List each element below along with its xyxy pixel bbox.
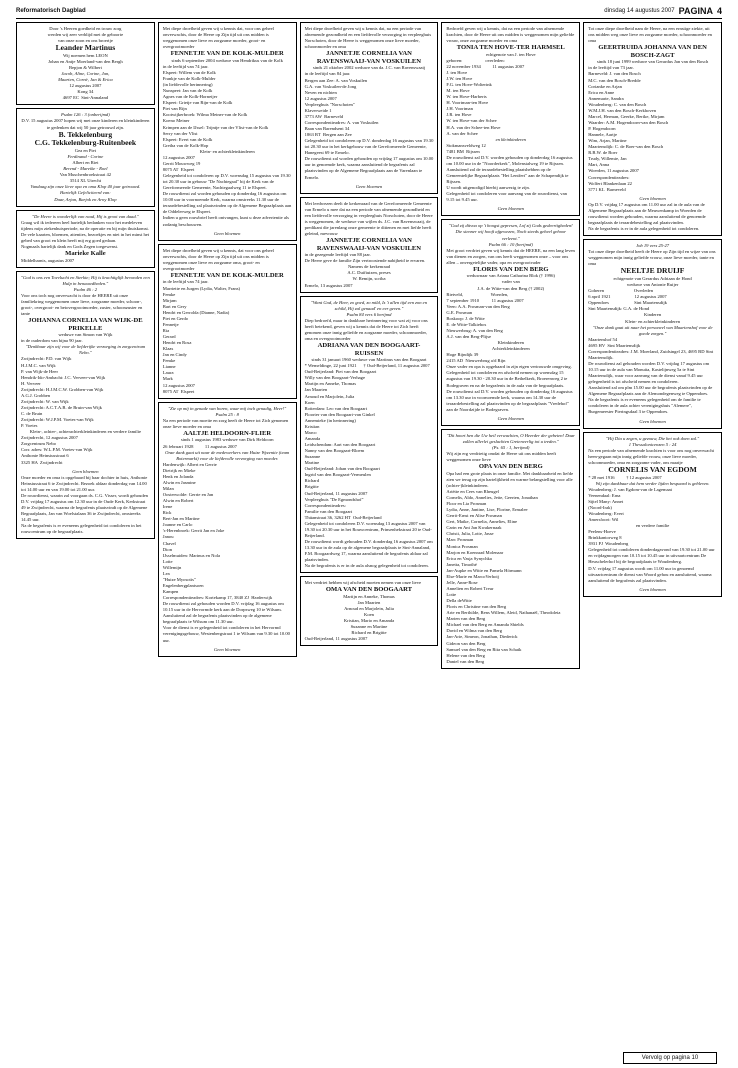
notice-text: Na de begrafenis is er in de aula gelegenheid tot condoleren. xyxy=(588,226,700,232)
notice-text: Gelegenheid tot condoleren op D.V. donderdag 16 augustus van 19.30 tot 20.30 uur in het kerkgebouw van de Gereformeerde Gemeente, Hanegeest 69 te Ermelo. xyxy=(304,138,435,156)
notice-text: Psalm 84 vers 6 berijmd xyxy=(346,311,392,317)
notice-column xyxy=(16,22,155,1062)
death-notice xyxy=(300,576,439,646)
notice-name: C.G. Tekkelenburg-Ruitenbeek xyxy=(34,138,137,148)
notice-name: Leander Martinus xyxy=(55,43,116,53)
notice-text: Gelegenheid tot condoleren op D.V. woensdag 15 augustus van 19.30 tot 20.30 uur in gebouw "De Nachtegaal" bij de Kerk van de Gereformeerde Gemeente, Nachtegaalweg 11 te Elspeet. xyxy=(162,173,292,191)
notice-text: Geen bloemen xyxy=(72,468,99,474)
notice-text: in de leeftijd van 74 jaar. xyxy=(162,63,209,69)
notice-text: Gelegenheid tot condoleren D.V. woensdag 13 augustus 2007 van 19.30 tot 20.30 uur in het Rouwcentrum, Prinsenhekstraat 20 te Oud-Beijerland. xyxy=(304,520,432,538)
notice-text: Psalm 25 : 8 xyxy=(215,411,239,417)
notice-text: M. ten Hove W. ten Hove-Harberts xyxy=(446,88,487,100)
notice-text: Stokmansveldweg 12 7481 BM Rijssen xyxy=(446,142,486,154)
notice-name: JOHANNA CORNELIA VAN WIJK-DE PRIKELLE xyxy=(28,317,145,332)
notice-text: Wij zijn dankbaar dat hem verder lijden bespaard is gebleven. xyxy=(595,480,710,486)
notice-text: 's-Herenbroek: Gerrit Jan en Joke Janou Chavel Dion xyxy=(162,528,225,552)
notice-text: Maarten, Cornè, Jan & Erica xyxy=(58,77,113,83)
notice-text: Hartelijk Gefeliciteerd van: xyxy=(59,190,111,196)
notice-text: Zwijndrecht: P.D. van Wijk H.J.M.C. van Wijk P. van Wijk-de Heer xyxy=(21,356,72,374)
notice-text: Ferdinand - Corine xyxy=(67,154,104,160)
notice-text: Klein- en achterkleinkinderen xyxy=(199,148,255,154)
notice-text: Correspondentieadres: J.M. Moerland, Zuidsingel 23, 4695 BD Sint Maartensdijk. xyxy=(588,348,715,360)
notice-text: "God zij ditvoa op 't hoogst gepresen, Lof zij Gods gedeertigheden! Die sienner wij hooft afgewezen, Noch steeds geheel gehoor verleent." xyxy=(448,223,574,241)
notice-name: JANNETJE CORNELIA VAN RAVENSWAAIJ-VAN VOSKUILEN xyxy=(316,50,422,65)
notice-text: Martijn en Anneke, Thomas Jan Maarten Arnoud en Marjolein, Julia Koen xyxy=(343,593,395,618)
notice-text: "Want God, de Heer, zo goed, zo mild, Is 't allen tijd een zon en schild, Hij zal genaad' en eer geven." xyxy=(310,299,429,311)
notice-text: Bedroefd geven wij u kennis, dat na een periode van afnemende krachten, door de Heere uit ons midden is weggenomen mijn geliefde vrouw, onze zorgzame moeder en oma xyxy=(446,26,576,44)
notice-text: Nunspeet: Jan van de Kolk Agnes van de Kolk-Horneijer xyxy=(162,88,218,100)
notice-text: Bart en Gery Hendri en Gerrolda (Dianne, Nadia) Piet en Gerdo Fennetje Ria xyxy=(162,303,230,333)
notice-text: Kootwijkerbroek: Wilma Meiner-van de Kolk Koeno Meiner xyxy=(162,112,248,124)
date-text: dinsdag 14 augustus 2007 xyxy=(604,8,675,14)
notice-text: Kong 34 xyxy=(77,89,94,95)
notice-text: Jacob, Aline, Corine, Jan, xyxy=(61,71,110,77)
notice-name: Marieke Kalle xyxy=(65,249,106,257)
notice-text: Oud-Beijerland: Piet van den Boogaart Willy van den Boogaart-Verhage Martijn en Anneke, Thomas Jan Maarten Arnoud en Marjolein, Julia Koen xyxy=(304,369,377,405)
notice-text: H.A. van der Schee-ten Hove A. van der Schee xyxy=(446,124,501,136)
notice-text: Geen bloemen xyxy=(213,646,241,652)
notice-text: Tot onze diepe droefheid heeft de Heere op Zijn tijd en wijze van ons weggenomen mijn innig geliefde vrouw, onze lieve moeder, tante en oma xyxy=(588,249,717,267)
notice-name: ADRIANA VAN DEN BOOGAART-RUISSEN xyxy=(317,342,421,357)
notice-text: Geen bloemen xyxy=(497,206,524,212)
notice-text: "Dit hoort hen die Uw heil verwachten, O Heerder der gebeten! Daar zullen allerlei geslachten Gretenverlig tot u treden." xyxy=(446,432,577,444)
notice-text: Woudenberg: C. van den Bosch W.M.J.H. van den Bosch-Kerkhoven Marcel, Herman, Geerke, Berike, Mirjam xyxy=(588,101,665,119)
notice-text: Jan en Cindy Femke Lianne xyxy=(162,352,187,370)
notice-text: sinds 31 januari 1960 weduwe van Martinus van den Boogaart xyxy=(311,357,427,363)
notice-text: Correspondentieadres: A. van Voskuilen Baan van Barendsent 34 1863 BT Bergen aan Zee xyxy=(304,119,379,138)
notice-text: Indien u geen rouwbrief heeft ontvangen, kunt u deze advertentie als zodanig beschouwen. xyxy=(162,215,291,227)
paper-name: Reformatorisch Dagblad xyxy=(16,8,86,14)
notice-text: weduwe van Simon van Wijk xyxy=(58,332,113,338)
notice-text: Zwijndrecht: H.J.M.C.W. Grobben-van Wijk A.G.J. Grobben xyxy=(21,386,104,398)
notice-text: D.V. vrijdag 17 augustus wordt om 11.00 uur in genoemd uitvaartcentrum de dienst van Woord gehou en aansluitend, waarna aansluitend de begrafenis zal plaatsvinden. xyxy=(588,565,713,583)
notice-text: Door 's Heeren goedheid en trouw zorg xyxy=(49,26,122,31)
notice-text: De rouwdienst zal worden gehouden op vrijdag 17 augustus om 10.00 uur in genoemde kerk, waarna aansluitend de begrafenis zal plaatsvinden op de Algemene Begraafplaats aan de Varenlaan te Ermelo. xyxy=(304,156,435,180)
page-date xyxy=(604,6,722,16)
notice-text: Na de begrafenis is er in de aula alsnog gelegenheid tot condoleren. xyxy=(304,563,429,569)
notice-text: sinds 1 augustus 1983 weduwe van Dirk Heldoorn xyxy=(180,437,274,443)
notice-text: Met diepe droefheid geven wij u kennis dat, voor ons geheel onverwachts, door de Heere op Zijn tijd uit ons midden is weggenomen onze lieve en zorgzame moeder, groot- en overgrootmoeder xyxy=(162,26,276,50)
death-notice xyxy=(16,210,155,268)
notice-text: Opa had een grote plaats in onze familie. Met dankbaarheid en liefde zien we terug op zijn hartelijkheid en warme belangstelling voor alle (achter-)kleinkinderen. xyxy=(446,470,575,488)
notice-name: NEELTJE DRUIJF xyxy=(620,266,685,276)
notice-name: TONIA TEN HOVE-TER HARMSEL xyxy=(456,44,565,52)
page-number: 4 xyxy=(716,6,722,16)
death-notice xyxy=(16,271,155,540)
death-notice xyxy=(441,219,580,426)
notice-text: Met diepe droefheid geven wij u kennis, dat voor ons geheel onverwachts, door de Heere op Zijn tijd uit ons midden is weggenomen onze lieve en zorgzame oma, groot- en overgrootmoeder xyxy=(162,247,276,271)
notice-text: Albert en Riet xyxy=(72,160,99,166)
notice-text: Veenendaal: Erna xyxy=(588,492,621,498)
notice-text: (Ps. 65 : 1, berijmd) xyxy=(492,445,530,451)
notice-text: Psalm 46 : 2 xyxy=(73,286,98,292)
death-notice xyxy=(583,22,722,236)
death-notice xyxy=(16,22,155,105)
notice-text: Onze dank gaat uit naar de medewerkers van Huize Wyzentie (team Botermarkt) voor de liefdevolle verzorging van moeder. xyxy=(165,449,291,461)
notice-column xyxy=(583,22,722,1062)
notice-text: Gerard Hendri en Rosa Klaas xyxy=(162,334,192,352)
notice-name: FENNETJE VAN DE KOLK-MULDER xyxy=(170,50,284,58)
notice-text: en kleinkinderen xyxy=(495,136,526,142)
notice-text: "Denkbaar zijn wij voor de liefderijke verzorging in zorgcentrum Nebo." xyxy=(25,344,147,356)
notice-text: 4697 EC Sint-Annaland xyxy=(62,95,109,101)
notice-text: De rouwdienst zal gehouden worden D.V. vrijdag 16 augustus om 10.15 uur in de Hervormde kerk aan de Dorpsweg 10 te Wilsum. Aansluitend zal de begrafenis plaatsvinden op de algemene begraafplaats te Wilsum om 11.30 uur. xyxy=(162,601,285,625)
notice-text: Elspeet: Willem van de Kolk Frankje van de Kolk-Mulder (in liefdevolle herinnering) xyxy=(162,69,216,88)
notice-text: Bepjon & Wilbert xyxy=(68,65,102,71)
death-notice xyxy=(158,22,297,241)
notice-text: Oosterwolde: Gerrie en Jan Alwin en Robert Irene Rick Bert-Jan en Martine Joanne en Carlo xyxy=(162,492,214,528)
notice-text: Voor de dienst is er gelegenheid tot condoleren in het Hervormd verenigingsgebouw, Westenbergstraat 1 te Wilsum van 9.30 tot 10.00 uur. xyxy=(162,625,292,643)
notice-text: U wordt uitgenodigd hierbij aanwezig te zijn. xyxy=(446,185,530,191)
notice-text: Na de begrafenis is er eveneens gelegenheid om de familie te condoleren in de aula achter verenigingshuis "Alemere", Burgemeester Pieringsdaal 3 te Oppendoes. xyxy=(588,397,702,415)
notice-text: Psalm 126 : 3 (onberijmd) xyxy=(61,112,110,118)
notice-text: J. ten Hove xyxy=(446,69,468,75)
notice-text: Elspeet: Grietje van Rijn-van de Kolk Piet van Rijn xyxy=(162,100,233,112)
notice-text: Waarder: A.M. Hogendoorn-van den Bosch P. Hogendoorn Hannele, Aartje Wim, Arjan, Martine xyxy=(588,119,669,144)
notice-column xyxy=(441,22,580,1062)
notice-text: J.W. ten Hove F.G. ten Hove-Wolterink xyxy=(446,76,492,88)
notice-text: in de ouderdom van bijna 90 jaar. xyxy=(21,338,83,344)
notice-text: Na de begrafenis is er eveneens gelegenheid tot condoleren in het rouwcentrum op de begraafplaats. xyxy=(21,523,143,535)
notice-text: Op D.V. vrijdag 17 augustus om 11.00 uur zal in de aula van de Algemene Begraafplaats aan de Meuwenkamp in Woerden de rouwdienst worden gehouden, waarna aansluitend de genoemde begraafplaats de teraardebestelling zal plaatsvinden. xyxy=(588,201,707,225)
notice-text: Correspondentieadres: Kortekamp 17, 3840 ZJ Harderwijk xyxy=(162,595,273,601)
notice-text: Rotterdam: Leo van den Boogaart Floorter van den Boogaart-van Ginkel Annemieke (in herinnering) Kristian Marco Amanda xyxy=(304,405,375,441)
notice-text: Woudenberg: Evert xyxy=(588,510,624,516)
notice-text: Geen bloemen xyxy=(355,183,383,189)
notice-text: en verdere familie xyxy=(635,523,670,529)
notice-text: Klein-, achter-, achterachterkleinkinderen en verdere familie xyxy=(29,429,142,435)
notice-text: 1 Thessalonicenzen 5 : 24 xyxy=(628,441,677,447)
notice-text: Richard en Brigitte xyxy=(351,630,387,636)
notice-text: Met verdriet hebben wij afscheid moeten nemen van onze lieve xyxy=(304,580,422,586)
notice-text: De rouwdienst zal D.V. worden gehouden op donderdag 16 augustus om 10.00 uur in de "Noorderkerk", Molenstalweg 19 te Rijssen. xyxy=(446,154,574,166)
notice-name: OMA VAN DEN BOOGAART xyxy=(325,586,413,594)
notice-text: Voor ons toch nog onverwacht is door de HEERE uit onze familiekring weggenomen onze lieve, zorgzame moeder, schoon-, groot-, overgroot- en betovergrootmoeder, zuster, schoonzuster en tante xyxy=(21,292,144,316)
notice-text: "Onze dank gaat uit naar het personeel van Maartenshof voor de goede zorgen." xyxy=(592,324,714,336)
notice-text: H. Voortman-ten Hove J.H. Voortman xyxy=(446,100,489,112)
death-notice xyxy=(441,429,580,669)
notice-text: De rouwdienst, waarin zal voorgaan ds. C.G. Visser, wordt gehouden D.V. vrijdag 17 augustus om 12.30 uur in de Oude Kerk, Kerkstraat 49 te Zwijndrecht, waarna de begrafenis plaatsvindt op de Algemene Begraafplaats, Jan van Woelstalaan 36 te Zwijndrecht, omstreeks 14.45 uur. xyxy=(21,492,150,523)
death-notice xyxy=(300,296,439,574)
notice-text: Daar, Arjan, Barjok en Arny Klop xyxy=(54,196,117,202)
notice-text: Onze vader en opa is opgebaard in zijn eigen vertrouwde omgeving. xyxy=(446,364,572,370)
notice-text: Goheren Overleden 6 april 1921 12 augustus 2007 Oppendoes Sint Maartensdijk xyxy=(588,288,667,306)
notice-text: weduwnaar van Ariana Catharina Blok († 1996) vader van J.A. de Witte-van den Berg († 2002) xyxy=(466,273,555,291)
notice-text: Maartenshof 54 4695 HV Sint Maartensdijk xyxy=(588,336,641,348)
notice-text: sinds 21 oktober 2002 weduwe van da. J.C. van Ravenswaaij xyxy=(312,65,426,71)
notice-text: Ariëtte en Cees van Rheugel Cornelis, Aldo, Annelies, Jette, Geerten, Jonathan Floor en Lia Prosman Lydia, Anne, Jantine, Lise, Florine, Ermalee Gerrit-Ernst en Alise Prosman Gert, Maike, Cornelia, Annelies, Eline Carin en Ant Jan Kwakernaak Christi, Julia, Lotte, Jasse Marc Prosman Monica Prosman Marjon en Koenraad Molenaar xyxy=(446,488,538,555)
notice-text: sinds 18 juni 1999 weduwe van Gerardus Jan van den Bosch xyxy=(596,59,709,65)
notice-text: Geen bloemen xyxy=(639,418,666,424)
notice-text: in de gezegende leeftijd van 88 jaar. xyxy=(304,252,371,258)
notice-text: Nogmaals hartelijk dank en Gods Zegen toegewenst. xyxy=(21,243,119,249)
notice-text: "Hij Dia u zegen, u gezouw, Die het ook doen zal." xyxy=(605,435,700,441)
death-notice xyxy=(16,108,155,206)
notice-text: Veen: A.A. Prosman-van den Berg G.E. Prosman xyxy=(446,303,510,315)
death-notice xyxy=(441,22,580,216)
notice-text: Corr. adres: W.L.P.M. Voetes-van Wijk Anthonie Heinsiusstraat 6 3325 HA Zwijndrecht xyxy=(21,447,93,465)
continued-on-page-link[interactable]: Vervolg op pagina 10 xyxy=(623,1052,717,1064)
notice-text: Hendrik-Ido-Ambacht: J.C. Verveer-van Wijk H. Verveer xyxy=(21,374,106,386)
notice-text: Zwijndrecht: A.C.T.A.B. de Bruin-van Wijk C. de Bruin xyxy=(21,404,102,417)
notice-text: Amersfoort: Wil xyxy=(588,517,619,523)
notice-text: * Wemeldinge, 22 juni 1921 † Oud-Beijerland, 11 augustus 2007 xyxy=(304,363,430,369)
notice-text: Na een periode van afnemende krachten is voor ons nog onverwacht heen-gegaan mijn innig geliefde vrouw, onze lieve moeder, schoonmoeder, oma en zorgzame vader, ons maatje xyxy=(588,447,716,465)
death-notice xyxy=(158,402,297,657)
notice-text: Boskoop: J. de Witte E. de Witte-Talkiebos xyxy=(446,315,487,327)
notice-text: IJsselmuiden: Marinus en Nola Lotte Willemijn Lea xyxy=(162,552,221,576)
notice-text: 12 augustus 2007 8075 AT Elspeet xyxy=(162,382,195,394)
notice-text: De Heere geve de familie Zijn vertroostende nabijheid te ervaren. xyxy=(304,258,426,264)
notice-text: 3514 XL Utrecht xyxy=(69,178,101,184)
notice-text: "De Heere is wonderlijk van raad, Hij is groot van daad." xyxy=(32,213,139,219)
notice-text: 26 februari 1928 11 augustus 2007 xyxy=(162,443,237,449)
notice-text: Geen bloemen xyxy=(639,195,666,201)
notice-text: sinds 6 september 2004 weduwe van Hendrikus van de Kolk xyxy=(171,57,283,63)
notice-text: Tot onze diepe droefheid nam de Heere, na een ernstige ziekte, uit ons midden weg onze lieve en zorgzame moeder, schoonmoeder en oma xyxy=(588,26,714,44)
notice-text: Vandaag zijn onze lieve opa en oma Klop 40 jaar getrouwd. xyxy=(30,184,141,190)
notice-text: Wij noemen hem LEON xyxy=(62,52,108,58)
notice-text: Hoge Rijndijk 39 2415 AD Nieuwerbrug a/d Rijn xyxy=(446,352,506,364)
notice-text: in de leeftijd van 74 jaar. xyxy=(162,279,209,285)
notice-text: Correspondentieadres: Familie van den Boogaart Thüanstraat 36, 3262 HT Oud-Beijerland xyxy=(304,502,382,520)
notice-name: FENNETJE VAN DE KOLK-MULDER xyxy=(170,271,284,279)
notice-text: Leidschendam: Aart van den Boogaart Nanny van den Boogaart-Bloem Suzanne Martine xyxy=(304,442,376,466)
notice-text: Berend - Mareike - Roel xyxy=(63,166,108,172)
notice-text: Middelharnis, augustus 2007 xyxy=(21,257,75,263)
notice-text: De rouwdienst wordt gehouden D.V. donderdag 16 augustus 2007 om 13.30 uur in de aula op de algemene begraafplaats te Sint-Annaland, F.M. Boogaardweg 17, waarna aansluitend de begrafenis aldaar zal plaatsvinden. xyxy=(304,539,434,563)
notice-name: CORNELIS VAN EGDOM xyxy=(608,464,697,474)
notice-text: Correspondentieadres: Wolfert Blankenlaan 22 3771 KL Barneveld xyxy=(588,174,632,192)
notice-text: Namens de kerkenraad A.C. Duiftuizen, preses W. Remijn, scriba xyxy=(347,264,391,282)
notice-text: Oud-Beijerland, 11 augustus 2007 Verpleeghuis "De Egmondshof" xyxy=(304,490,368,502)
notice-text: van onze zoon en ons broertje xyxy=(57,38,113,44)
death-notice xyxy=(583,432,722,597)
notice-text: Kinderen Klein- en achterkleinkinderen xyxy=(625,312,681,324)
notice-text: "Huize Myosotis" Engelenbergplantsoen Kampen xyxy=(162,576,204,595)
notice-text: De rouwdienst zal worden gehouden op donderdag 16 augustus om 10.00 uur in voornoemde Kerk, waarna omstreeks 11.30 uur de teraardebestelling zal plaatsvinden op de Algemene Begraafplaats aan de Oddelerweg te Elspeet. xyxy=(162,191,293,215)
notice-text: Gelegenheid tot condoleren donderdagavond van 19.30 tot 21.00 uur en vrijdagmorgen van 10.15 tot 10.45 uur in uitvaartcentrum De Heuschelerhof bij de begraafplaats te Woudenberg. xyxy=(588,547,716,565)
notice-text: De rouwdienst zal D.V. worden gehouden op donderdag 16 augustus om 13.30 uur in voornoemde kerk, waarna om 14.30 uur de teraardebestelling zal plaatsvinden op de begraafplaats "Vredehof" aan de Noordzijde te Bodegraven. xyxy=(446,388,574,412)
notice-text: Aansluitend zal om plm 15.00 uur de begrafenis plaatsvinden op de Algemene Begraafplaats aan de Alemondegenweg te Oppendoes. xyxy=(588,385,714,397)
death-notice xyxy=(300,197,439,293)
notice-text: Oud-Beijerland, 11 augustus 2007 xyxy=(304,636,368,642)
notice-text: * 28 mei 1916 † 12 augustus 2007 xyxy=(588,474,662,480)
notice-text: werden wij zeer verblijd met de geboorte xyxy=(47,32,124,38)
notice-text: 12 augustus 2007 Gerrit Mouwweg 19 8075 AT Elspeet xyxy=(162,154,201,172)
notice-text: Marriette en Jurgen (Lydia, Walter, Frans) Femke Mirjam xyxy=(162,285,241,303)
death-notice xyxy=(300,22,439,194)
notice-text: Woudenberg: J. van Egdom-van de Lagemaat xyxy=(588,486,672,492)
notice-text: Na een periode van moeite en zorg heeft de Heere tot Zich genomen onze lieve moeder en oma xyxy=(162,417,290,429)
notice-text: Johan en Antje Moerland-van den Bergh xyxy=(48,58,123,64)
notice-text: Met groot verdriet geven wij kennis dat de HEERE, na een lang leven van dienen en zorgen, van ons heeft weggenomen onze – voor ons allen – onvergetelijke vader, opa en overgrootvader xyxy=(446,247,577,265)
notice-text: Zwijndrecht: W.J.P.M. Voetes-van Wijk P. Voetes xyxy=(21,417,94,429)
notice-text: Nieuwerbrug: A. van den Berg A.J. van den Berg-Plijse xyxy=(446,327,503,340)
notice-text: "Zie op mij in genade van horen, waar mij toch genadig, Heer!" xyxy=(168,405,287,411)
notice-name: FLORIS VAN DEN BERG xyxy=(473,265,549,273)
notice-text: Sint Maartensdijk: G.A. de Hond xyxy=(588,306,650,312)
notice-text: echtgenote van Gerardus Adriaan de Hond weduwe van Antonie Ruijer xyxy=(613,276,692,288)
notice-name: OPA VAN DEN BERG xyxy=(478,463,543,471)
notice-text: Hardenwijk: Albert en Gerrie Dietrijk en Mieke Henk en Jolanda Alwin en Jasmine Milan xyxy=(162,461,217,491)
notice-text: in de leeftijd van 84 jaar. xyxy=(304,71,351,77)
notice-text: Met diepe droefheid geven wij u kennis dat, na een periode van afnemende gezondheid en een liefdevolle verzorging in verpleeghuis Norschoten, door de Heere is weggenomen onze lieve moeder, schoonmoeder en oma xyxy=(304,26,433,50)
notice-text: Psalm 66 : 10 (berijmd) xyxy=(488,241,533,247)
notice-text: Kleinkinderen Achterkleinkinderen xyxy=(491,340,530,352)
notice-text: echtgenote van J. ten Hove xyxy=(485,51,536,57)
notice-text: Ermelo, 13 augustus 2007 xyxy=(304,282,353,288)
notice-text: Van Muschenbroekstraat 42 xyxy=(59,172,112,178)
notice-text: Geen bloemen xyxy=(497,415,524,421)
notice-text: Erica en Vasja Synychka Janetta, Timothé Jan-Aupke en Witte en Pamela Hörmann Else-Marie en MarcoVerhoij Jelle, Anne-Rose Annelien en Robert Treur Lotte Della deWitte xyxy=(446,555,522,604)
notice-text: Diep bedroefd, maar in dankbare herinnering voor wat zij voor ons heeft betekend, geven wij u kennis dat de Heere tot Zich heeft genomen onze innig geliefde en zorgzame moeder, schoonmoeder, oma en overgrootmoeder xyxy=(304,317,429,341)
notice-text: Wij zijn erg verdrietig omdat de Heere uit ons midden heeft weggenomen onze lieve xyxy=(446,451,558,463)
notice-text: Krimpen aan de IJssel: Trijntje van der Vlist-van de Kolk Serry van der Vlist xyxy=(162,124,269,136)
death-notice xyxy=(583,239,722,428)
notice-text: 12 augustus 2007 xyxy=(69,83,102,89)
notice-text: De rouwdienst zal gehouden worden D.V. vrijdag 17 augustus om 10.15 uur in de aula van Monuita, Kastelijnweg 5a te Sint Maartensdijk, waar voor aanvang van de dienst vanaf 9.45 uur gelegenheid is tot afscheid nemen en condoleren. xyxy=(588,360,711,385)
notice-text: geboren: overleden: 22 november 1934 11 augustus 2007 xyxy=(446,57,525,69)
notice-text: Gea en Piet xyxy=(74,148,96,154)
notice-text: in de leeftijd van 73 jaar. xyxy=(588,65,634,71)
notice-text: Floris en Christine van den Berg Arie en Berthilde, Rens Willem, Aleid, Nathanaël, Theodoleia Marten van den Berg Michael van den Berg en Amanda Shields David en Wilma van den Berg Jan-Arie, Simeon, Jonathan, Diederick Gideon van den Berg Samuel van den Berg en Rita van Schaik Helene van den Berg Daniel van den Berg xyxy=(446,604,561,664)
page-header xyxy=(16,4,722,19)
page-label: PAGINA xyxy=(678,6,713,16)
notice-text: Zwijndrecht, 12 augustus 2007 Zorgcentrum Nebo xyxy=(21,435,78,447)
notice-text: Laura Mark xyxy=(162,370,174,382)
notice-text: Woerden, 11 augustus 2007 xyxy=(588,168,639,174)
notice-text: J.R. ten Hove W. ten Hove-van der Schee xyxy=(446,112,497,124)
notice-name: JANNETJE CORNELIA VAN RAVENSWAAIJ-VAN VOSKUILEN xyxy=(316,237,422,252)
notice-columns xyxy=(16,22,722,1062)
notice-name: GEERTRUIDA JOHANNA VAN DEN BOSCH-ZAGT xyxy=(598,44,709,59)
notice-text: Elspeet: Evert van de Kolk Gretha van de Kolk-Hop xyxy=(162,136,213,148)
notice-text: Zwijndrecht: W. van Wijk xyxy=(21,398,69,404)
notice-text: Gelegenheid tot condoleren voor aanvang van de rouwdienst, van 9.15 tot 9.45 uur. xyxy=(446,191,569,203)
notice-text: Job 19 vers 25-27 xyxy=(636,243,670,249)
notice-text: Oud-Beijerland: Johan van den Boogaart Ingrid van den Boogaart-Vermeulen Richard Brigitte xyxy=(304,466,380,490)
notice-column xyxy=(300,22,439,1062)
notice-text: Gelegenheid tot condoleren en afscheid nemen op woensdag 15 augustus van 19.30 - 20.30 uur in de Bethelkerk, Broerenweg 2 te Bodegraven en na de begrafenis in de aula van de begraafplaats. xyxy=(446,370,569,388)
notice-text: Barneveld: J. van den Bosch M.C. van den Bosch-Bredde Corianke en Arjan Erica en Anne Annemarie, Sandra xyxy=(588,71,641,101)
notice-text: "God is ons een Toevlucht en Sterkte; Hij is krachtiglijk bevonden een Hulp in benauwdheden." xyxy=(21,274,151,286)
notice-text: Met leedwezen deelt de kerkenraad van de Gereformeerde Gemeente van Ermelo u mee dat na een periode van afnemende gezondheid en een liefdevolle verzorging in verpleeghuis Norschoten, door de Heere is weggenomen, de weduwe van wijlen ds. J.C. van Ravenswaaij, de predikant die jarenlang onze gemeente te ditienen en met liefde heeft geleind, mevrouw xyxy=(304,200,434,236)
notice-text: Aansluitend zal de teraardebestelling plaatshebben op de Gemeentelijke Begraafplaats "Het Lentfert" aan de Schapendijk te Rijssen. xyxy=(446,166,570,185)
notice-column xyxy=(158,22,297,1062)
notice-text: Suzanne en Martine xyxy=(350,624,388,630)
notice-text: D.V. 15 augustus 2007 hopen wij met onze kinderen en kleinkinderen te gedenken dat wij 50 jaar getrouwd zijn. xyxy=(21,118,151,130)
notice-text: Bergen aan Zee: A. van Voskuilen G.A. van Voskuilen-de Jong Neven en nichten xyxy=(304,77,368,95)
notice-text: Graag wil ik iedereen heel hartelijk bedanken voor het medeleven tijdens mijn ziekenhuisperiode, na de operatie en bij mijn thuiskomst. De vele kaarten, bloemen, attenties, bezoekjes en niet in het minst het gebed van groot en klein heeft mij erg goed gedaan. xyxy=(21,219,151,243)
notice-text: Geen bloemen xyxy=(639,586,666,592)
notice-text: Onze moeder en oma is opgebaard bij haar dochter in huis, Anthonie Heinsiusstraat 6 te Zwijndrecht. Bezoek aldaar donderdag van 14.00 tot 14.00 uur en van 19.00 tot 21.00 uur. xyxy=(21,474,149,492)
notice-text: Maartensdijk: C. de Boer-van den Bosch R.B.W. de Boer Trudy, Willemie, Jan Mart, Anna xyxy=(588,144,664,168)
notice-text: Kristian, Mario en Amanda xyxy=(343,618,395,624)
notice-text: 12 augustus 2007 Verpleeghuis "Norschoten" Klaverweide 1 3773 AW Barneveld xyxy=(304,95,355,119)
notice-text: Geen bloemen xyxy=(213,230,241,236)
notice-name: B. Tekkelenburg xyxy=(58,129,113,139)
notice-text: Peelens-Hoeve Brinkkantorweg 8 3931 PJ Woudenberg xyxy=(588,529,629,547)
notice-name: AALTJE HELDOORN-FLIER xyxy=(183,429,272,437)
notice-text: Rietveld, Woerden, 7 september 1910 11 augustus 2007 xyxy=(446,291,524,303)
death-notice xyxy=(158,244,297,399)
notice-text: Sijtel Many: Annet (Noord-Irak) xyxy=(588,498,624,510)
